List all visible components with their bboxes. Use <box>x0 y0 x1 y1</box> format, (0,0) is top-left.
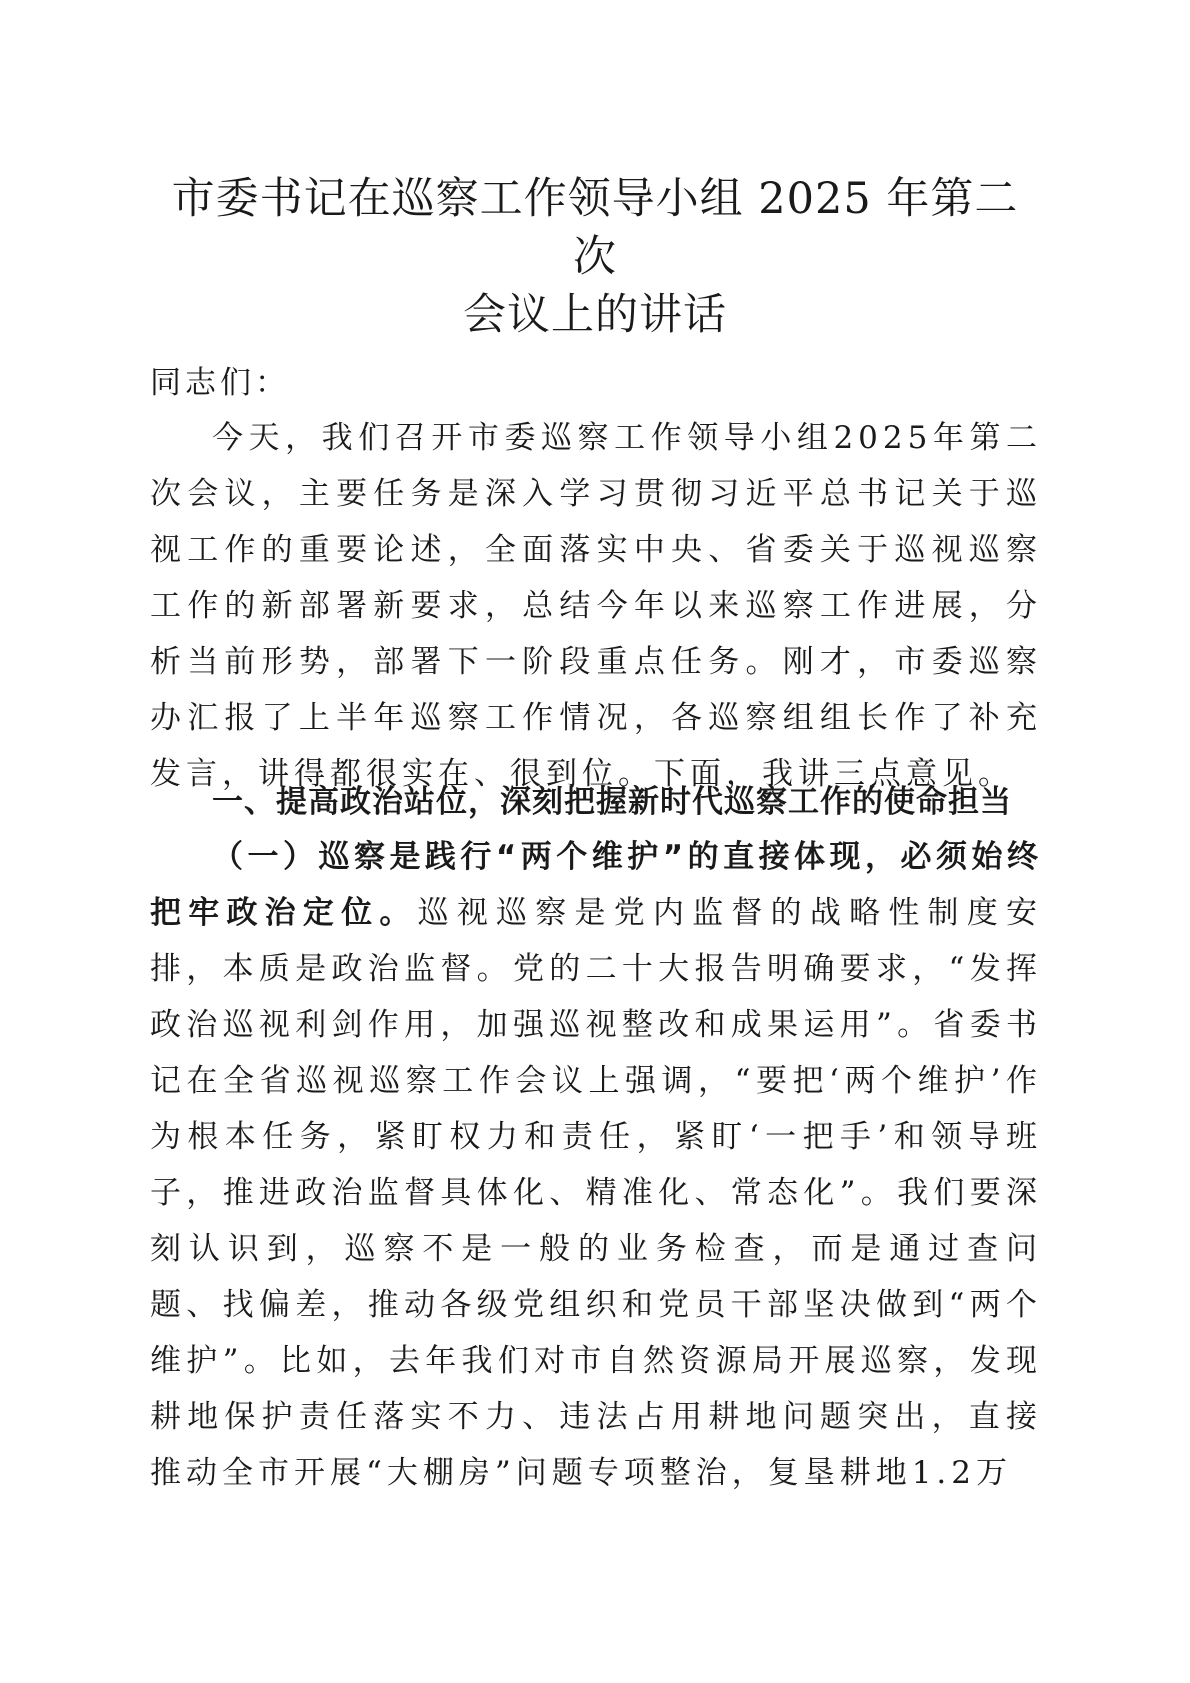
paragraph-body-text: 巡视巡察是党内监督的战略性制度安排，本质是政治监督。党的二十大报告明确要求，“发挥政治巡视利剑作用，加强巡视整改和成果运用”。省委书记在全省巡视巡察工作会议上强调，“要把‘两个维护’作为根本任务，紧盯权力和责任，紧盯‘一把手’和领导班子，推进政治监督具体化、精准化、常态化”。我们要深刻认识到，巡察不是一般的业务检查，而是通过查问题、找偏差，推动各级党组织和党员干部坚决做到“两个维护”。比如，去年我们对市自然资源局开展巡察，发现耕地保护责任落实不力、违法占用耕地问题突出，直接推动全市开展“大棚房”问题专项整治，复垦耕地1.2万 <box>150 895 1043 1491</box>
greeting: 同志们： <box>150 365 290 401</box>
title-line-2: 会议上的讲话 <box>463 290 727 340</box>
title-line-1: 市委书记在巡察工作领导小组 2025 年第二次 <box>171 174 1019 282</box>
paragraph-section-1-1 <box>150 829 1042 1501</box>
paragraph-intro: 今天，我们召开市委巡察工作领导小组2025年第二次会议，主要任务是深入学习贯彻习近平总书记关于巡视工作的重要论述，全面落实中央、省委关于巡视巡察工作的新部署新要求，总结今年以来巡察工作进展，分析当前形势，部署下一阶段重点任务。刚才，市委巡察办汇报了上半年巡察工作情况，各巡察组组长作了补充发言，讲得都很实在、很到位。下面，我讲三点意见。 <box>150 420 1042 792</box>
section-heading-1: 一、提高政治站位，深刻把握新时代巡察工作的使命担当 <box>212 784 1012 820</box>
paragraph-lead-sentence: （一）巡察是践行“两个维护”的直接体现，必须始终把牢政治定位。 <box>150 839 1042 931</box>
document-title <box>150 170 1040 344</box>
